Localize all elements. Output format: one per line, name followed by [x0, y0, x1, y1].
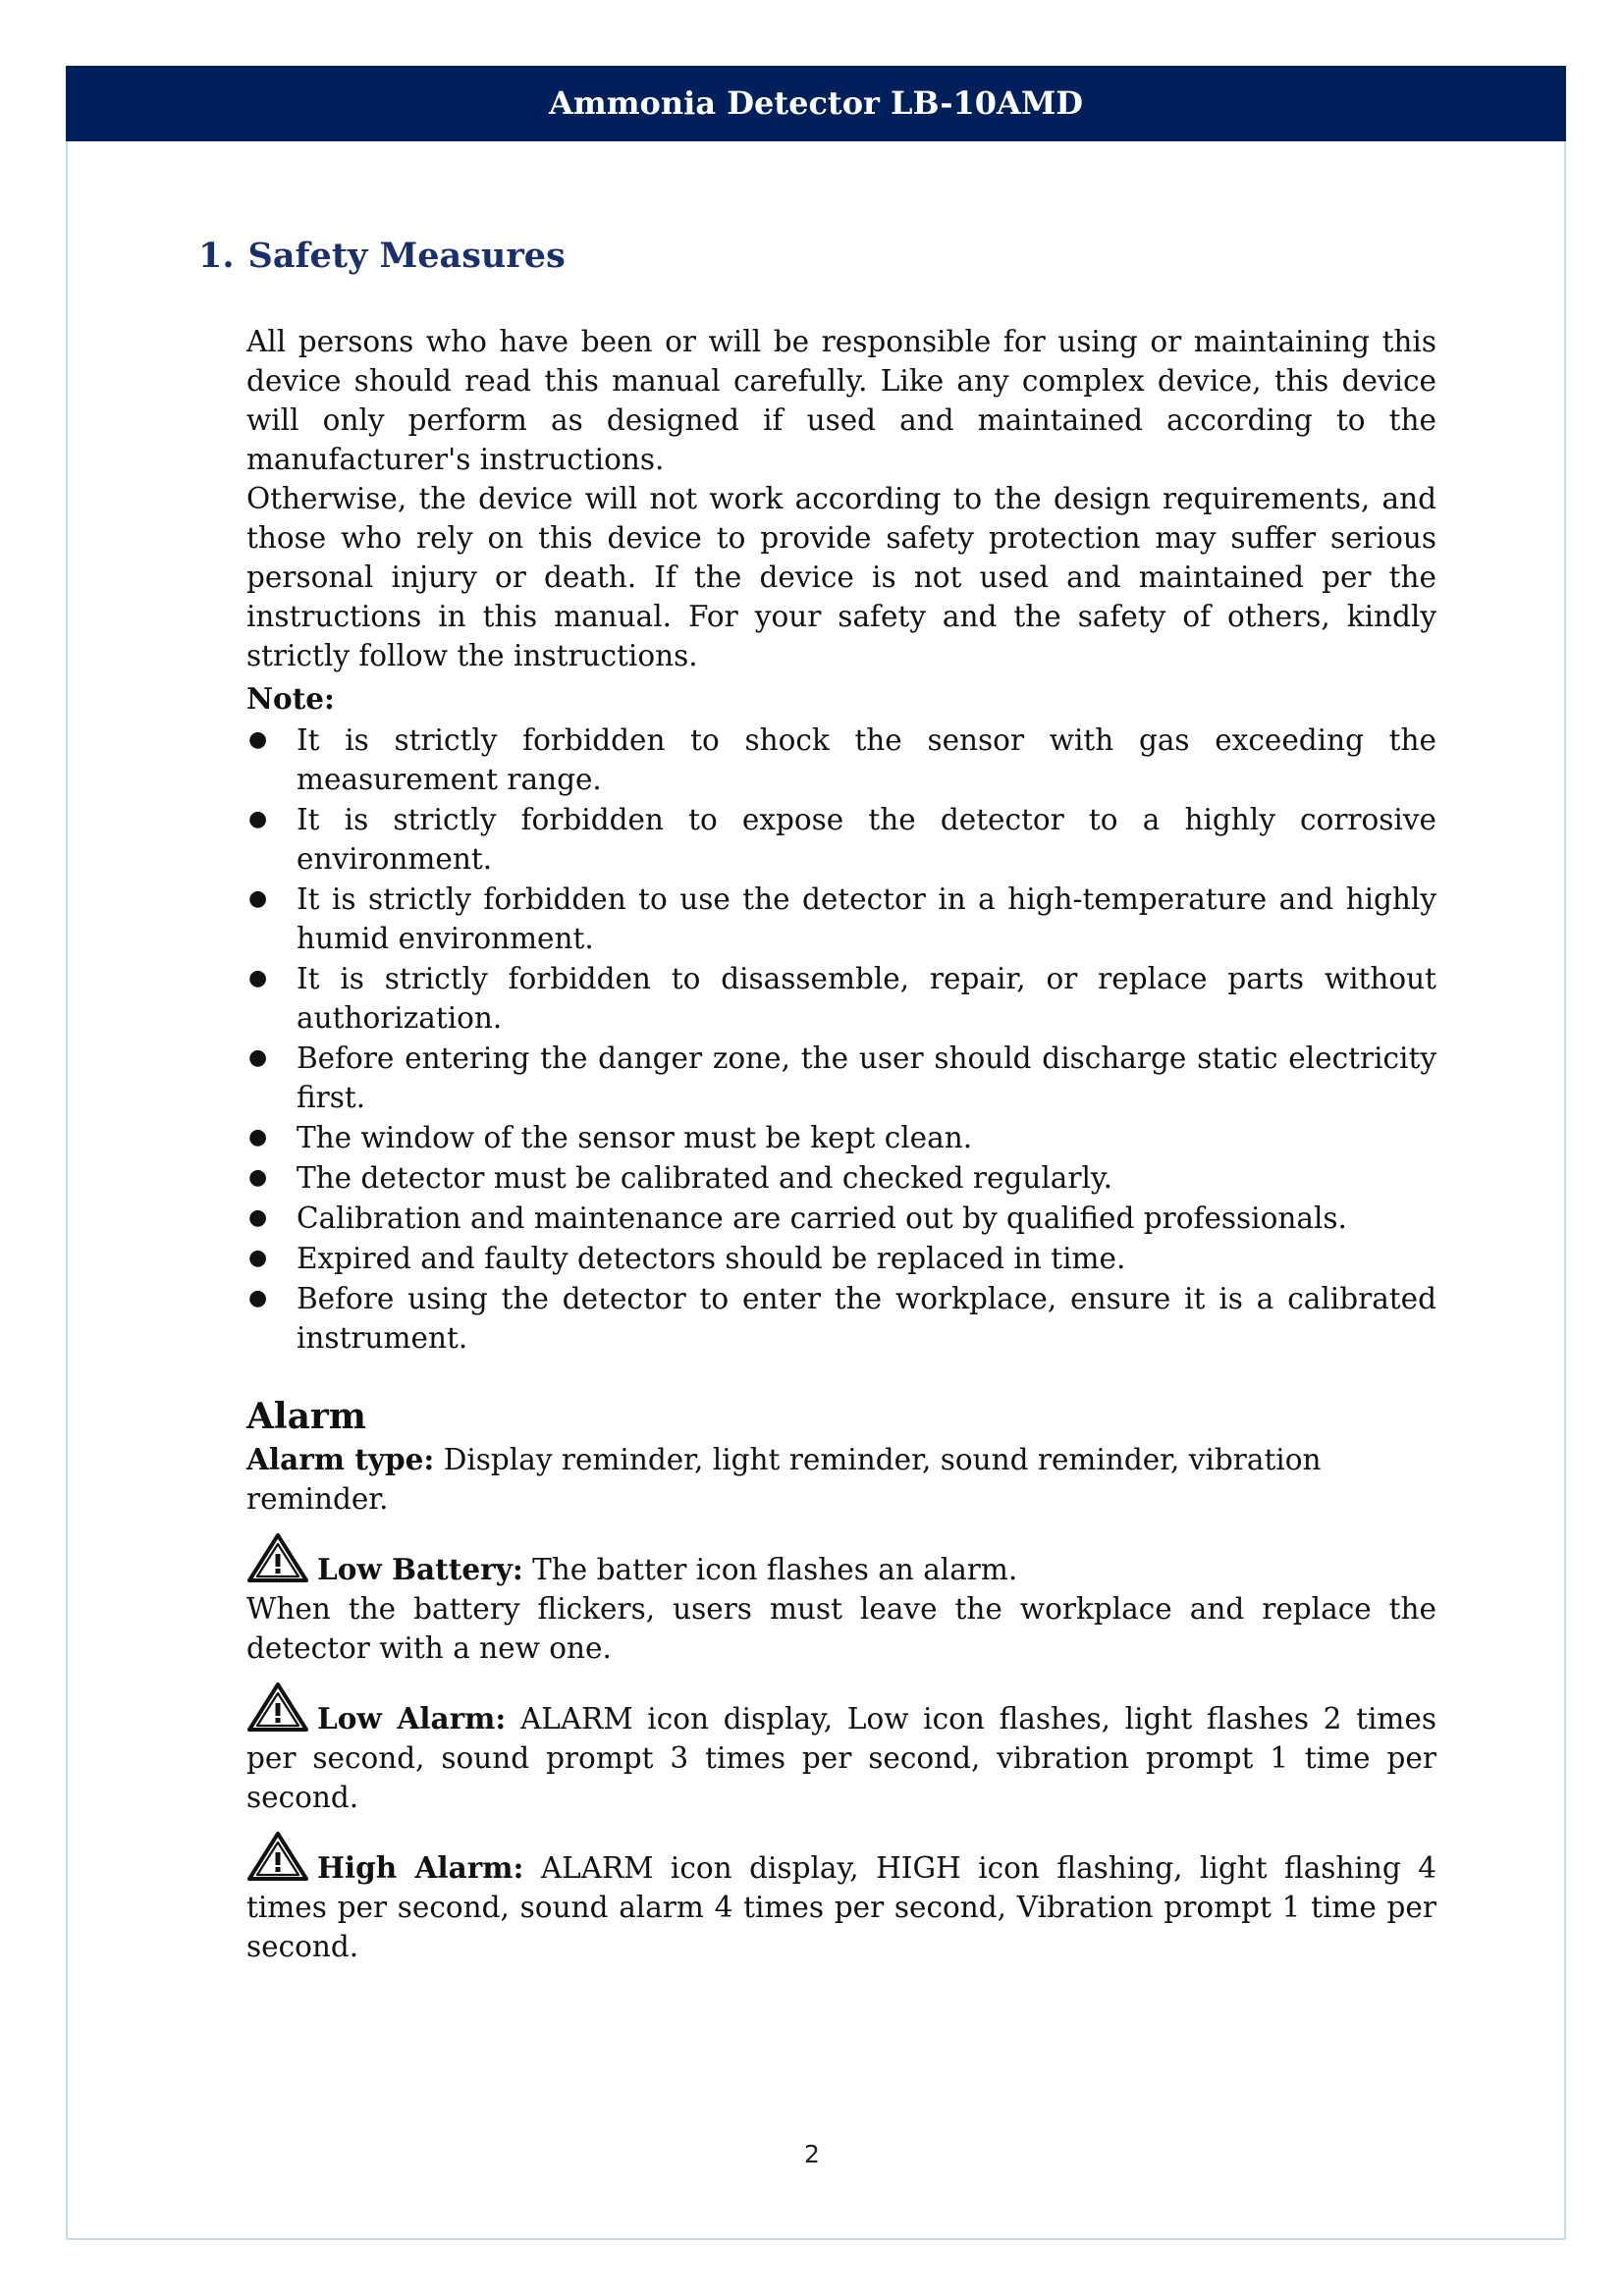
intro-paragraph-2: Otherwise, the device will not work according to the design requirements, and those who rely on this device to provide safety protection may suffer serious personal injury or death. If the device is not used and maintained per the instructions in this manual. For your safety and the safety of others, kindly strictly follow the instructions.: [246, 482, 1436, 672]
low-alarm-block: [246, 1682, 1436, 1817]
warning-triangle-icon: [246, 1682, 309, 1733]
list-item: ● It is strictly forbidden to shock the sensor with gas exceeding the measurement range.: [246, 721, 1436, 799]
document-header: [66, 66, 1566, 141]
bullet-icon: ●: [248, 1125, 268, 1149]
bullet-icon: ●: [248, 807, 268, 831]
list-item: ● It is strictly forbidden to disassemble, repair, or replace parts without authorization.: [246, 959, 1436, 1038]
bullet-icon: ●: [248, 727, 268, 752]
high-alarm-label: High Alarm:: [317, 1850, 524, 1885]
alarm-type-text: Display reminder, light reminder, sound reminder, vibration reminder.: [246, 1443, 1322, 1516]
low-battery-block: [246, 1532, 1436, 1668]
note-list: [246, 721, 1436, 1358]
main-content: [246, 322, 1436, 1966]
high-alarm-text: ALARM icon display, HIGH icon flashing, light flashing 4 times per second, sound alarm 4 times per second, Vibration prompt 1 time per second.: [246, 1851, 1436, 1963]
bullet-icon: ●: [248, 1165, 268, 1190]
bullet-icon: ●: [248, 886, 268, 911]
list-item: ● It is strictly forbidden to expose the detector to a highly corrosive environment.: [246, 800, 1436, 879]
bullet-icon: ●: [248, 1286, 268, 1310]
intro-paragraph-1: All persons who have been or will be responsible for using or maintaining this device should read this manual carefully. Like any complex device, this device will only perform as designed if used and maintained according to the manufacturer's instructions.: [246, 325, 1436, 476]
list-item: ● Expired and faulty detectors should be replaced in time.: [246, 1239, 1436, 1278]
warning-triangle-icon: [246, 1831, 309, 1882]
bullet-icon: ●: [248, 1045, 268, 1070]
warning-triangle-icon: [246, 1532, 309, 1583]
alarm-type-label: Alarm type:: [246, 1442, 435, 1476]
bullet-icon: ●: [248, 966, 268, 990]
bullet-icon: ●: [248, 1205, 268, 1230]
low-battery-label: Low Battery:: [317, 1552, 523, 1586]
page-number: 2: [804, 2140, 820, 2168]
section-number: 1.: [198, 236, 235, 276]
section-title: Safety Measures: [247, 236, 566, 276]
list-item: ● The window of the sensor must be kept clean.: [246, 1118, 1436, 1157]
document-title: Ammonia Detector LB-10AMD: [549, 84, 1083, 122]
bullet-icon: ●: [248, 1246, 268, 1270]
list-item: ● Before entering the danger zone, the user should discharge static electricity first.: [246, 1039, 1436, 1117]
section-heading: [198, 236, 566, 276]
alarm-type-line: [246, 1440, 1436, 1519]
list-item: ● Before using the detector to enter the workplace, ensure it is a calibrated instrument.: [246, 1279, 1436, 1358]
list-item: ● The detector must be calibrated and checked regularly.: [246, 1158, 1436, 1198]
note-label: Note:: [246, 681, 335, 716]
low-battery-text: The batter icon flashes an alarm.: [532, 1553, 1018, 1586]
low-alarm-text: ALARM icon display, Low icon flashes, light flashes 2 times per second, sound prompt 3 times per second, vibration prompt 1 time per second.: [246, 1702, 1436, 1814]
alarm-heading: Alarm: [246, 1396, 366, 1437]
low-battery-note: When the battery flickers, users must leave the workplace and replace the detector with a new one.: [246, 1592, 1436, 1665]
high-alarm-block: [246, 1831, 1436, 1966]
list-item: ● Calibration and maintenance are carried out by qualified professionals.: [246, 1199, 1436, 1238]
list-item: ● It is strictly forbidden to use the detector in a high-temperature and highly humid environment.: [246, 880, 1436, 958]
low-alarm-label: Low Alarm:: [317, 1701, 507, 1735]
